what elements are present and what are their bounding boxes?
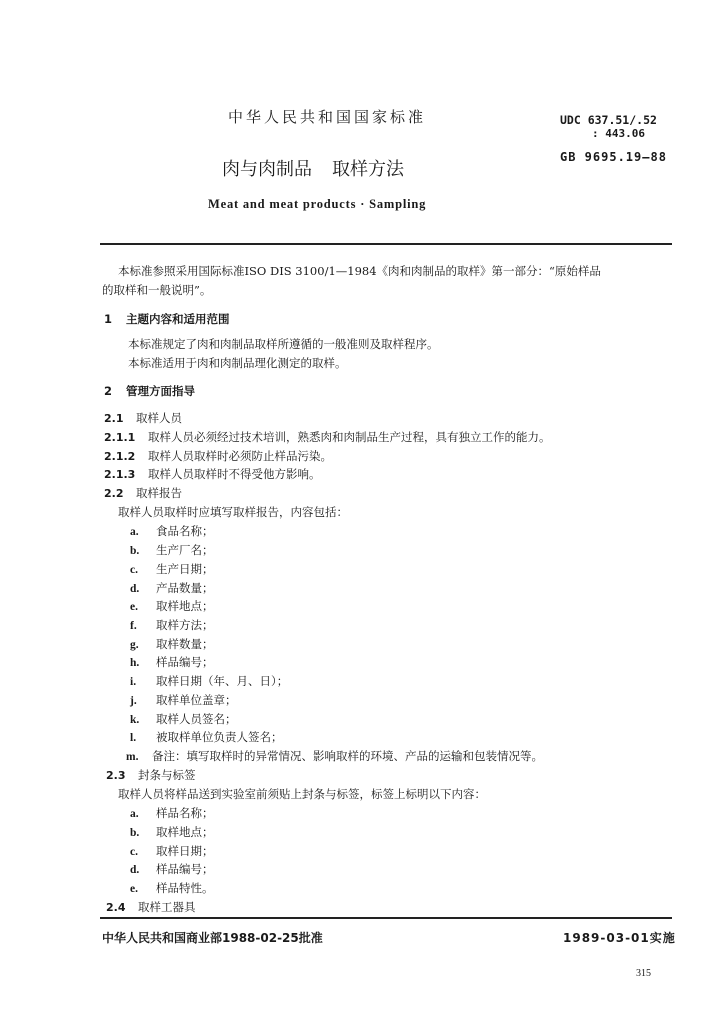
section-2-2-intro: 取样人员取样时应填写取样报告，内容包括：	[118, 505, 348, 519]
section-number: 2.1.2	[104, 450, 136, 463]
section-number: 2.1.1	[104, 431, 136, 444]
title-part-1: 肉与肉制品	[222, 159, 312, 180]
section-title: 取样工器具	[138, 900, 196, 914]
intro-line-1: 本标准参照采用国际标准ISO DIS 3100/1—1984《肉和肉制品的取样》第一部分：“原始样品	[118, 264, 601, 278]
list-item: l. 被取样单位负责人签名；	[130, 730, 283, 744]
section-2-1-3	[104, 469, 321, 481]
approval-line: 中华人民共和国商业部1988-02-25批准	[102, 931, 323, 945]
section-text: 取样人员必须经过技术培训，熟悉肉和肉制品生产过程，具有独立工作的能力。	[148, 430, 551, 444]
list-item: c. 生产日期；	[130, 562, 214, 576]
list-item: i. 取样日期（年、月、日）；	[130, 674, 289, 688]
section-title: 取样人员	[136, 411, 182, 425]
document-title-cn	[222, 155, 404, 181]
section-2-4-heading	[106, 902, 196, 914]
list-item: d. 样品编号；	[130, 862, 214, 876]
section-title: 封条与标签	[138, 768, 196, 782]
section-number: 2.1.3	[104, 468, 136, 481]
section-2-1-1	[104, 432, 551, 444]
section-title: 主题内容和适用范围	[126, 312, 230, 326]
list-item: e. 样品特性。	[130, 881, 214, 895]
effective-date: 1989-03-01实施	[563, 931, 676, 945]
list-item: d. 产品数量；	[130, 581, 214, 595]
udc-code-cont: : 443.06	[592, 127, 645, 140]
list-item: m. 备注：填写取样时的异常情况、影响取样的环境、产品的运输和包装情况等。	[126, 749, 543, 763]
intro-line-2: 的取样和一般说明”。	[102, 283, 212, 297]
section-2-1-2	[104, 451, 332, 463]
title-part-2: 取样方法	[332, 159, 404, 180]
section-2-1-heading	[104, 413, 182, 425]
document-title-en: Meat and meat products · Sampling	[208, 197, 427, 211]
section-number: 2.1	[104, 412, 124, 425]
list-item: f. 取样方法；	[130, 618, 214, 632]
section-2-3-heading	[106, 770, 196, 782]
list-item: e. 取样地点；	[130, 599, 214, 613]
list-item: a. 样品名称；	[130, 806, 214, 820]
footer-divider	[100, 917, 672, 919]
section-1-para-2: 本标准适用于肉和肉制品理化测定的取样。	[128, 356, 347, 370]
section-number: 2.2	[104, 487, 124, 500]
section-2-3-intro: 取样人员将样品送到实验室前须贴上封条与标签，标签上标明以下内容：	[118, 787, 486, 801]
section-1-para-1: 本标准规定了肉和肉制品取样所遵循的一般准则及取样程序。	[128, 337, 439, 351]
section-text: 取样人员取样时不得受他方影响。	[148, 467, 321, 481]
section-1-heading	[104, 314, 230, 326]
section-2-heading	[104, 386, 195, 398]
section-number: 1	[104, 312, 113, 326]
list-item: a. 食品名称；	[130, 524, 214, 538]
section-number: 2	[104, 384, 113, 398]
udc-code: UDC 637.51/.52	[560, 113, 657, 127]
section-text: 取样人员取样时必须防止样品污染。	[148, 449, 332, 463]
list-item: c. 取样日期；	[130, 844, 214, 858]
standard-org-heading: 中华人民共和国国家标准	[228, 108, 427, 126]
list-item: h. 样品编号；	[130, 655, 214, 669]
list-item: j. 取样单位盖章；	[130, 693, 237, 707]
section-title: 管理方面指导	[126, 384, 195, 398]
list-item: g. 取样数量；	[130, 637, 214, 651]
header-divider	[100, 243, 672, 245]
section-number: 2.4	[106, 901, 126, 914]
gb-standard-number: GB 9695.19—88	[560, 150, 667, 164]
list-item: k. 取样人员签名；	[130, 712, 237, 726]
page-number: 315	[636, 968, 651, 979]
list-item: b. 取样地点；	[130, 825, 214, 839]
section-number: 2.3	[106, 769, 126, 782]
list-item: b. 生产厂名；	[130, 543, 214, 557]
section-2-2-heading	[104, 488, 182, 500]
section-title: 取样报告	[136, 486, 182, 500]
